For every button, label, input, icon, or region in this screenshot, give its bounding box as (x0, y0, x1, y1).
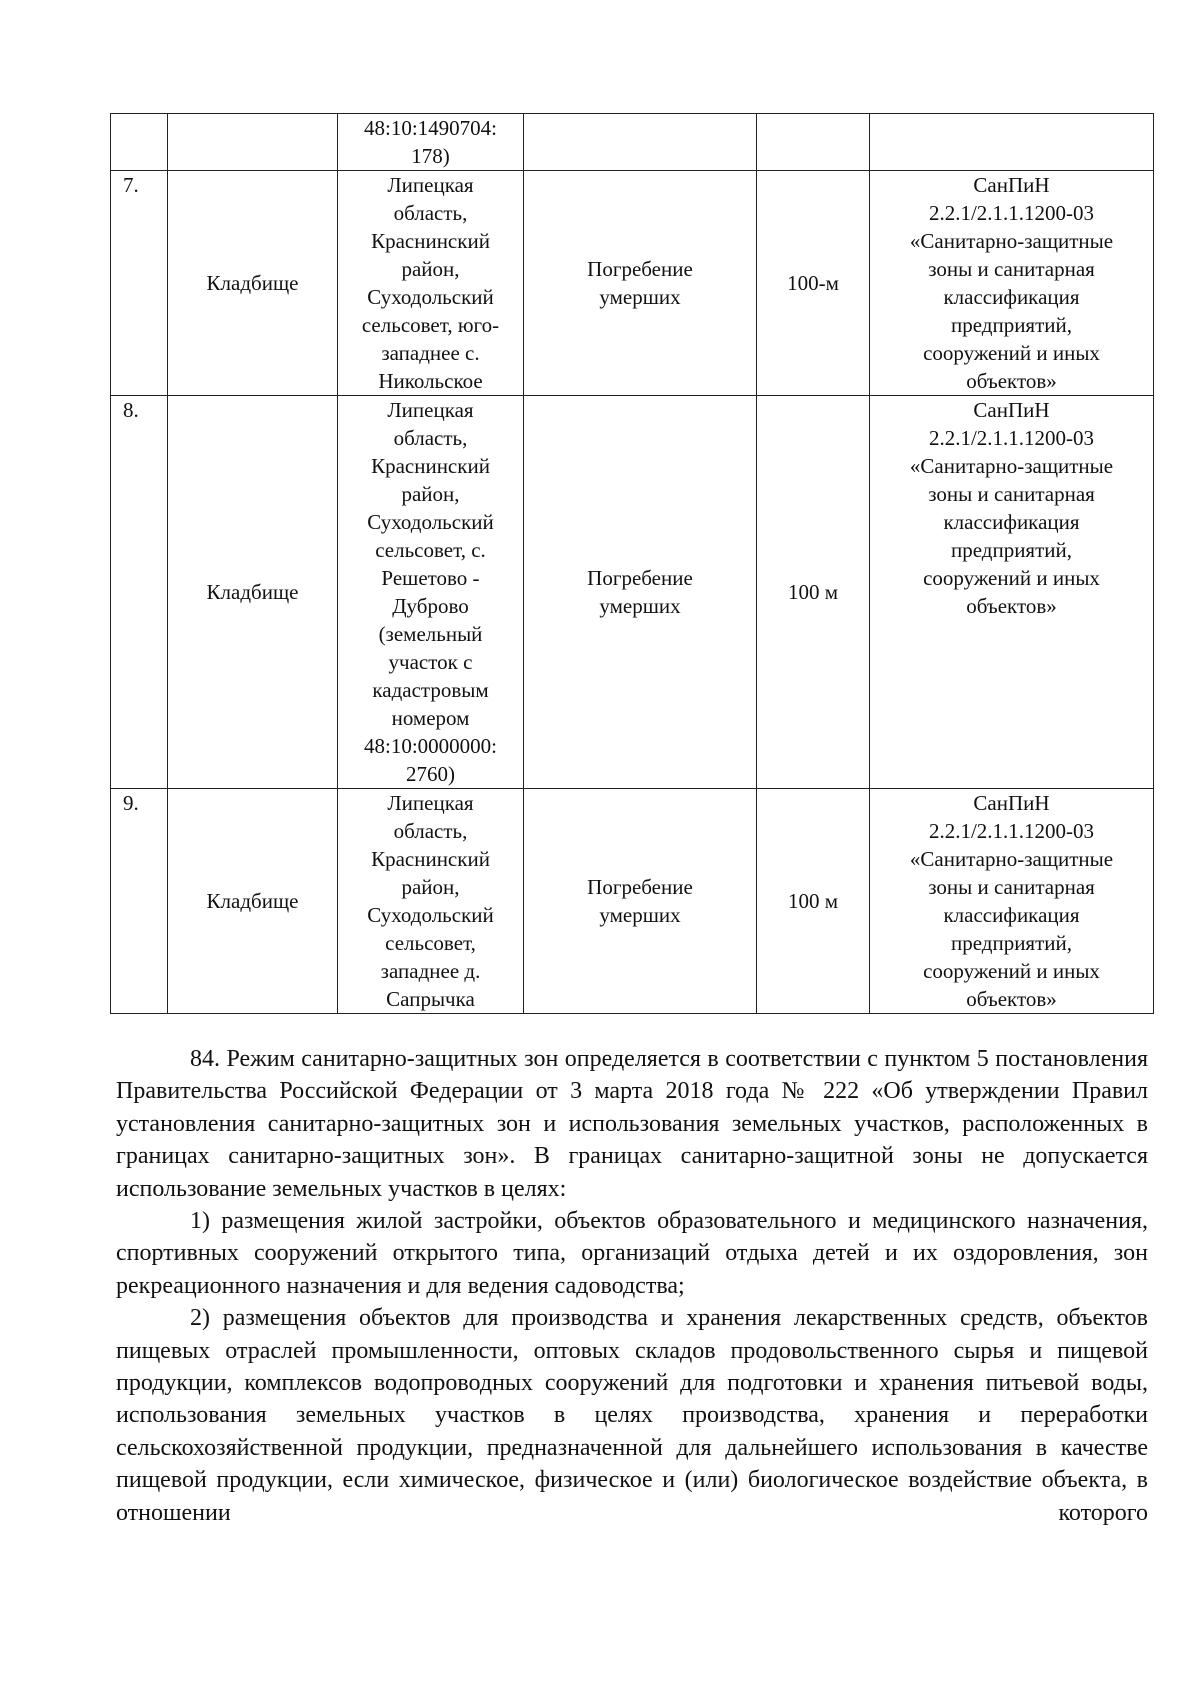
basis-line: «Санитарно-защитные (909, 229, 1114, 253)
address-line: участок с (388, 650, 473, 674)
basis-line: зоны и санитарная (928, 482, 1095, 506)
basis-cell (870, 789, 1154, 1014)
basis-line: классификация (943, 903, 1080, 927)
basis-line: 2.2.1/2.1.1.1200-03 (928, 201, 1095, 225)
address-line: сельсовет, с. (375, 538, 486, 562)
address-line: район, (401, 482, 460, 506)
row-number-cell: 9. (111, 789, 168, 1014)
zone-size-cell: 100 м (757, 396, 870, 789)
address-line: 48:10:0000000: (363, 734, 497, 758)
zone-size-cell: 100 м (757, 789, 870, 1014)
table-row (111, 789, 1154, 1014)
address-line: (земельный (378, 622, 483, 646)
list-item-2: 2) размещения объектов для производства и хранения лекарственных средств, объектов пищевых отраслей промышленности, оптовых складов продовольственного сырья и пищевой продукции, комплексов водопроводных сооружений для подготовки и хранения питьевой воды, использования земельных участков в целях производства, хранения и переработки сельскохозяйственной продукции, предназначенной для дальнейшего использования в качестве пищевой продукции, если химическое, физическое и (или) биологическое воздействие объекта, в отношении которого (116, 1305, 1148, 1526)
basis-line: 2.2.1/2.1.1.1200-03 (928, 819, 1095, 843)
activity-cell (524, 789, 757, 1014)
basis-cell (870, 171, 1154, 396)
address-line: 178) (411, 144, 450, 168)
zone-size-cell: 100-м (757, 171, 870, 396)
table-row-partial (111, 114, 1154, 171)
address-line: Липецкая (387, 398, 474, 422)
address-line: Никольское (378, 369, 483, 393)
address-line: сельсовет, юго- (361, 313, 500, 337)
activity-line: Погребение (587, 566, 693, 590)
address-line: Краснинский (371, 454, 490, 478)
basis-line: «Санитарно-защитные (909, 847, 1114, 871)
activity-line: умерших (599, 594, 681, 618)
body-text (116, 1043, 1148, 1529)
object-name-cell: Кладбище (168, 171, 338, 396)
basis-cell (870, 396, 1154, 789)
address-cell (338, 396, 524, 789)
row-number-cell: 8. (111, 396, 168, 789)
list-item-1: 1) размещения жилой застройки, объектов образовательного и медицинского назначения, спортивных сооружений открытого типа, организаций отдыха детей и их оздоровления, зон рекреационного назначения и для ведения садоводства; (116, 1208, 1148, 1299)
address-line: Краснинский (371, 847, 490, 871)
address-line: Сапрычка (386, 987, 475, 1011)
address-line: 2760) (406, 762, 455, 786)
basis-line: СанПиН (973, 398, 1050, 422)
address-cell (338, 171, 524, 396)
basis-line: СанПиН (973, 791, 1050, 815)
basis-line: объектов» (966, 594, 1057, 618)
basis-line: 2.2.1/2.1.1.1200-03 (928, 426, 1095, 450)
basis-line: предприятий, (950, 538, 1072, 562)
object-name-cell: Кладбище (168, 396, 338, 789)
basis-line: предприятий, (950, 931, 1072, 955)
address-line: западнее с. (381, 341, 480, 365)
table-row (111, 171, 1154, 396)
basis-line: зоны и санитарная (928, 257, 1095, 281)
address-line: Решетово - (381, 566, 480, 590)
table-row (111, 396, 1154, 789)
address-line: Дуброво (392, 594, 469, 618)
address-line: район, (401, 257, 460, 281)
basis-line: зоны и санитарная (928, 875, 1095, 899)
basis-line: предприятий, (950, 313, 1072, 337)
address-line: область, (393, 426, 468, 450)
activity-line: Погребение (587, 257, 693, 281)
address-line: Суходольский (367, 903, 494, 927)
row-number-cell: 7. (111, 171, 168, 396)
activity-cell (524, 396, 757, 789)
basis-line: сооружений и иных (923, 566, 1100, 590)
address-line: западнее д. (380, 959, 481, 983)
address-line: кадастровым (372, 678, 489, 702)
address-line: Липецкая (387, 791, 474, 815)
address-line: область, (393, 819, 468, 843)
activity-line: умерших (599, 903, 681, 927)
address-line: номером (391, 706, 470, 730)
activity-line: умерших (599, 285, 681, 309)
activity-line: Погребение (587, 875, 693, 899)
address-line: Краснинский (371, 229, 490, 253)
paragraph-84: 84. Режим санитарно-защитных зон определяется в соответствии с пунктом 5 постановления Правительства Российской Федерации от 3 марта 2018 года № 222 «Об утверждении Правил установления санитарно-защитных зон и использования земельных участков, расположенных в границах санитарно-защитных зон». В границах санитарно-защитной зоны не допускается использование земельных участков в целях: (116, 1046, 1148, 1202)
basis-line: классификация (943, 510, 1080, 534)
address-cell (338, 114, 524, 171)
address-line: область, (393, 201, 468, 225)
basis-line: классификация (943, 285, 1080, 309)
activity-cell (524, 171, 757, 396)
basis-line: объектов» (966, 987, 1057, 1011)
basis-line: объектов» (966, 369, 1057, 393)
address-line: Суходольский (367, 510, 494, 534)
object-name-cell: Кладбище (168, 789, 338, 1014)
address-cell (338, 789, 524, 1014)
basis-line: сооружений и иных (923, 959, 1100, 983)
sanitary-zones-table (110, 113, 1154, 1014)
address-line: Суходольский (367, 285, 494, 309)
basis-line: сооружений и иных (923, 341, 1100, 365)
address-line: район, (401, 875, 460, 899)
address-line: Липецкая (387, 173, 474, 197)
basis-line: «Санитарно-защитные (909, 454, 1114, 478)
address-line: 48:10:1490704: (363, 116, 497, 140)
basis-line: СанПиН (973, 173, 1050, 197)
address-line: сельсовет, (385, 931, 476, 955)
